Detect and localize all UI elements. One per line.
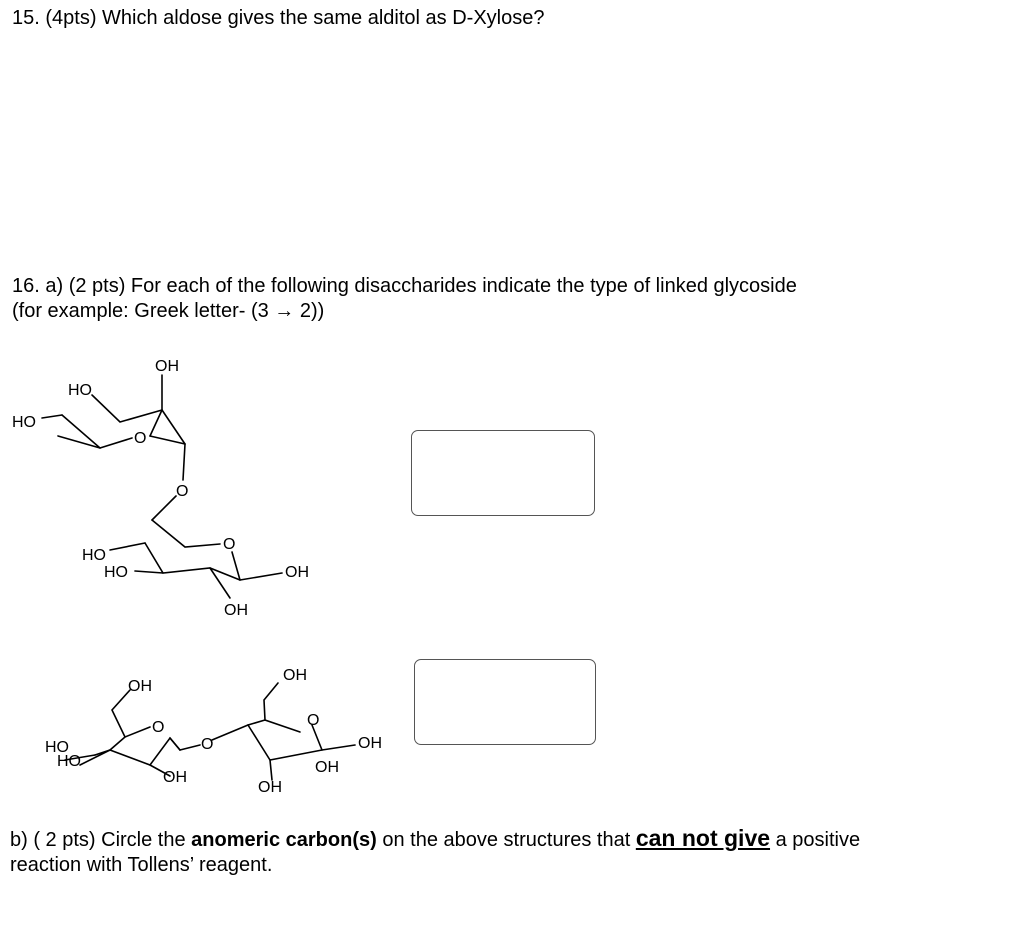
- s2-ho-a: HO: [45, 739, 69, 756]
- s1-link-o: O: [176, 483, 189, 500]
- s1-oh-bottom: OH: [224, 602, 248, 619]
- s2-ring-o-right: O: [307, 712, 320, 729]
- s2-oh-top-right: OH: [283, 667, 307, 684]
- s2-ho-b: HO: [57, 753, 81, 770]
- question-16a-line1: 16. a) (2 pts) For each of the following disaccharides indicate the type of linked glycoside: [12, 275, 797, 297]
- s2-oh-below-left: OH: [163, 769, 187, 786]
- s2-oh-below-right: OH: [315, 759, 339, 776]
- structure-2: [45, 667, 382, 796]
- s1-ho-upper: HO: [68, 382, 92, 399]
- s2-oh-right: OH: [358, 735, 382, 752]
- s1-ho-lower-b: HO: [104, 564, 128, 581]
- s2-ring-o-left: O: [152, 719, 165, 736]
- question-16b-line2: reaction with Tollens’ reagent.: [10, 854, 273, 876]
- s1-ho-lower-a: HO: [82, 547, 106, 564]
- s2-link-o: O: [201, 736, 214, 753]
- s1-oh-right: OH: [285, 564, 309, 581]
- s1-ring-o-lower: O: [223, 536, 236, 553]
- s1-top-oh: OH: [155, 358, 179, 375]
- s2-oh-top-left: OH: [128, 678, 152, 695]
- question-16a: [12, 274, 797, 324]
- q16b-prefix: b) ( 2 pts) Circle the: [10, 829, 192, 851]
- question-16b: [10, 826, 860, 878]
- question-16b-line1: [10, 826, 860, 853]
- q16b-middle: on the above structures that: [376, 829, 636, 851]
- answer-box-1[interactable]: [411, 430, 595, 516]
- q16b-suffix: a positive: [770, 829, 861, 851]
- question-15-text: 15. (4pts) Which aldose gives the same alditol as D-Xylose?: [12, 7, 545, 29]
- s1-ho-left: HO: [12, 414, 36, 431]
- disaccharide-structures: [0, 340, 420, 810]
- s1-ring-o: O: [134, 430, 147, 447]
- question-15: [12, 6, 544, 31]
- question-16a-line2: (for example: Greek letter- (3 → 2)): [12, 300, 325, 322]
- q16b-emphasis: can not give: [635, 825, 771, 851]
- structure-1: [12, 358, 309, 619]
- q16b-bold-text: anomeric carbon(s): [191, 829, 377, 851]
- s2-oh-bottom: OH: [258, 779, 282, 796]
- answer-box-2[interactable]: [414, 659, 596, 745]
